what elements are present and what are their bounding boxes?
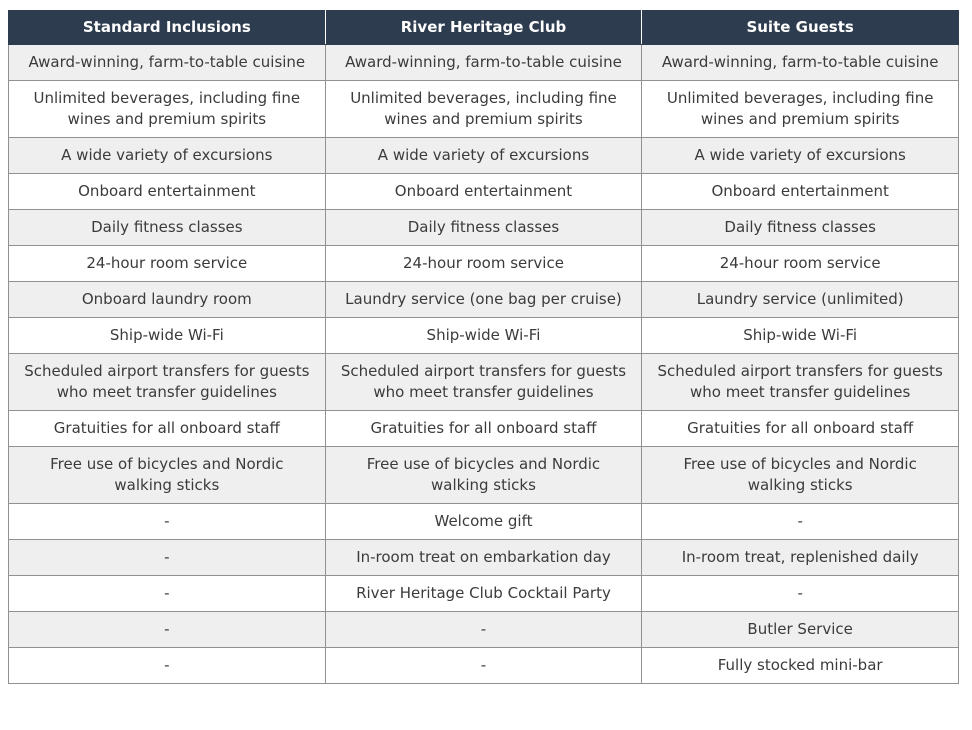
table-cell: Onboard entertainment [9, 174, 326, 210]
table-row [9, 318, 959, 354]
inclusions-comparison-table [8, 10, 959, 684]
table-row [9, 354, 959, 411]
column-header-2: Suite Guests [642, 11, 959, 45]
table-cell: Daily fitness classes [9, 210, 326, 246]
table-cell: Free use of bicycles and Nordic walking sticks [325, 447, 642, 504]
table-row [9, 612, 959, 648]
table-cell: 24-hour room service [9, 246, 326, 282]
table-row [9, 447, 959, 504]
table-row [9, 648, 959, 684]
table-row [9, 411, 959, 447]
table-cell: - [9, 612, 326, 648]
header-row [9, 11, 959, 45]
table-cell: - [325, 648, 642, 684]
table-cell: Gratuities for all onboard staff [642, 411, 959, 447]
table-cell: Gratuities for all onboard staff [9, 411, 326, 447]
table-cell: Onboard laundry room [9, 282, 326, 318]
table-cell: Laundry service (one bag per cruise) [325, 282, 642, 318]
table-cell: - [642, 504, 959, 540]
table-cell: Daily fitness classes [325, 210, 642, 246]
table-cell: Ship-wide Wi-Fi [325, 318, 642, 354]
column-header-0: Standard Inclusions [9, 11, 326, 45]
table-row [9, 282, 959, 318]
table-cell: A wide variety of excursions [325, 138, 642, 174]
table-cell: - [642, 576, 959, 612]
table-row [9, 210, 959, 246]
table-cell: Unlimited beverages, including fine wines and premium spirits [9, 81, 326, 138]
table-row [9, 576, 959, 612]
table-row [9, 138, 959, 174]
table-cell: - [9, 648, 326, 684]
table-cell: A wide variety of excursions [9, 138, 326, 174]
table-row [9, 504, 959, 540]
column-header-1: River Heritage Club [325, 11, 642, 45]
table-cell: River Heritage Club Cocktail Party [325, 576, 642, 612]
table-cell: Laundry service (unlimited) [642, 282, 959, 318]
table-cell: In-room treat on embarkation day [325, 540, 642, 576]
table-cell: 24-hour room service [325, 246, 642, 282]
table-row [9, 81, 959, 138]
table-cell: A wide variety of excursions [642, 138, 959, 174]
table-cell: Gratuities for all onboard staff [325, 411, 642, 447]
table-cell: Onboard entertainment [642, 174, 959, 210]
table-cell: - [325, 612, 642, 648]
table-cell: Scheduled airport transfers for guests who meet transfer guidelines [642, 354, 959, 411]
table-cell: - [9, 540, 326, 576]
table-cell: Award-winning, farm-to-table cuisine [642, 45, 959, 81]
table-row [9, 45, 959, 81]
table-row [9, 174, 959, 210]
table-cell: Welcome gift [325, 504, 642, 540]
table-row [9, 540, 959, 576]
table-cell: Unlimited beverages, including fine wines and premium spirits [325, 81, 642, 138]
table-cell: Unlimited beverages, including fine wines and premium spirits [642, 81, 959, 138]
table-cell: Daily fitness classes [642, 210, 959, 246]
table-cell: - [9, 576, 326, 612]
table-cell: Scheduled airport transfers for guests who meet transfer guidelines [325, 354, 642, 411]
table-cell: Ship-wide Wi-Fi [9, 318, 326, 354]
table-cell: 24-hour room service [642, 246, 959, 282]
table-cell: Ship-wide Wi-Fi [642, 318, 959, 354]
table-header [9, 11, 959, 45]
table-cell: Scheduled airport transfers for guests who meet transfer guidelines [9, 354, 326, 411]
table-body [9, 45, 959, 684]
table-row [9, 246, 959, 282]
table-cell: Free use of bicycles and Nordic walking sticks [642, 447, 959, 504]
table-cell: Butler Service [642, 612, 959, 648]
table-cell: Fully stocked mini-bar [642, 648, 959, 684]
table-cell: Onboard entertainment [325, 174, 642, 210]
table-cell: Free use of bicycles and Nordic walking sticks [9, 447, 326, 504]
table-cell: Award-winning, farm-to-table cuisine [9, 45, 326, 81]
table-cell: In-room treat, replenished daily [642, 540, 959, 576]
table-cell: Award-winning, farm-to-table cuisine [325, 45, 642, 81]
table-cell: - [9, 504, 326, 540]
